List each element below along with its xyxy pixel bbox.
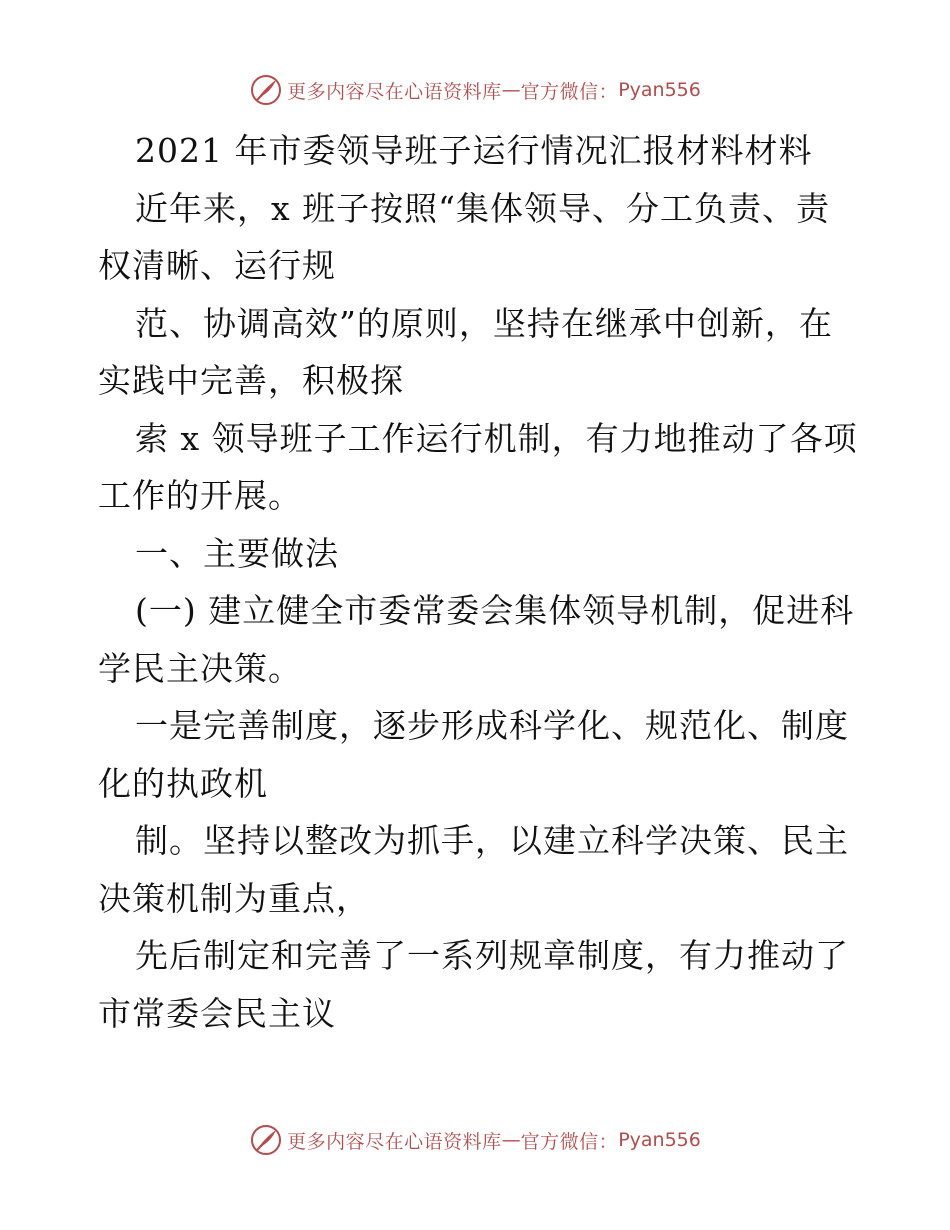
paragraph-line: 实践中完善，积极探 [98,361,404,400]
watermark-wechat-id: Pyan556 [618,1129,701,1151]
footer-watermark [0,1120,950,1160]
document-body [98,122,858,1042]
quill-feather-icon [249,73,283,107]
watermark-separator: — [501,79,521,101]
watermark-separator: — [501,1129,521,1151]
paragraph-line: 一是完善制度，逐步形成科学化、规范化、制度 [135,706,849,745]
quill-feather-icon [249,1123,283,1157]
document-title: 2021 年市委领导班子运行情况汇报材料材料 [135,131,813,170]
paragraph-line: 索 x 领导班子工作运行机制，有力地推动了各项 [135,418,858,458]
watermark-wechat-id: Pyan556 [618,79,701,101]
watermark-brand: 更多内容尽在心语资料库 [287,1130,502,1153]
subsection-heading-continued: 学民主决策。 [98,648,302,688]
watermark-brand: 更多内容尽在心语资料库 [287,80,502,103]
watermark-wechat-label: 官方微信： [520,1130,619,1153]
paragraph-line: 工作的开展。 [98,476,302,515]
paragraph-line: 制。坚持以整改为抓手，以建立科学决策、民主 [135,821,849,860]
paragraph-line: 市常委会民主议 [98,993,336,1033]
header-watermark [0,70,950,110]
paragraph-line: 近年来，x 班子按照“集体领导、分工负责、责 [135,188,830,228]
section-heading: 一、主要做法 [135,533,339,573]
paragraph-line: 范、协调高效”的原则，坚持在继承中创新，在 [135,303,833,343]
watermark-wechat-label: 官方微信： [520,80,619,103]
paragraph-line: 先后制定和完善了一系列规章制度，有力推动了 [135,936,849,975]
paragraph-line: 化的执政机 [98,763,268,803]
paragraph-line: 权清晰、运行规 [98,246,336,285]
paragraph-line: 决策机制为重点， [98,878,370,918]
subsection-heading: (一) 建立健全市委常委会集体领导机制，促进科 [135,591,855,630]
